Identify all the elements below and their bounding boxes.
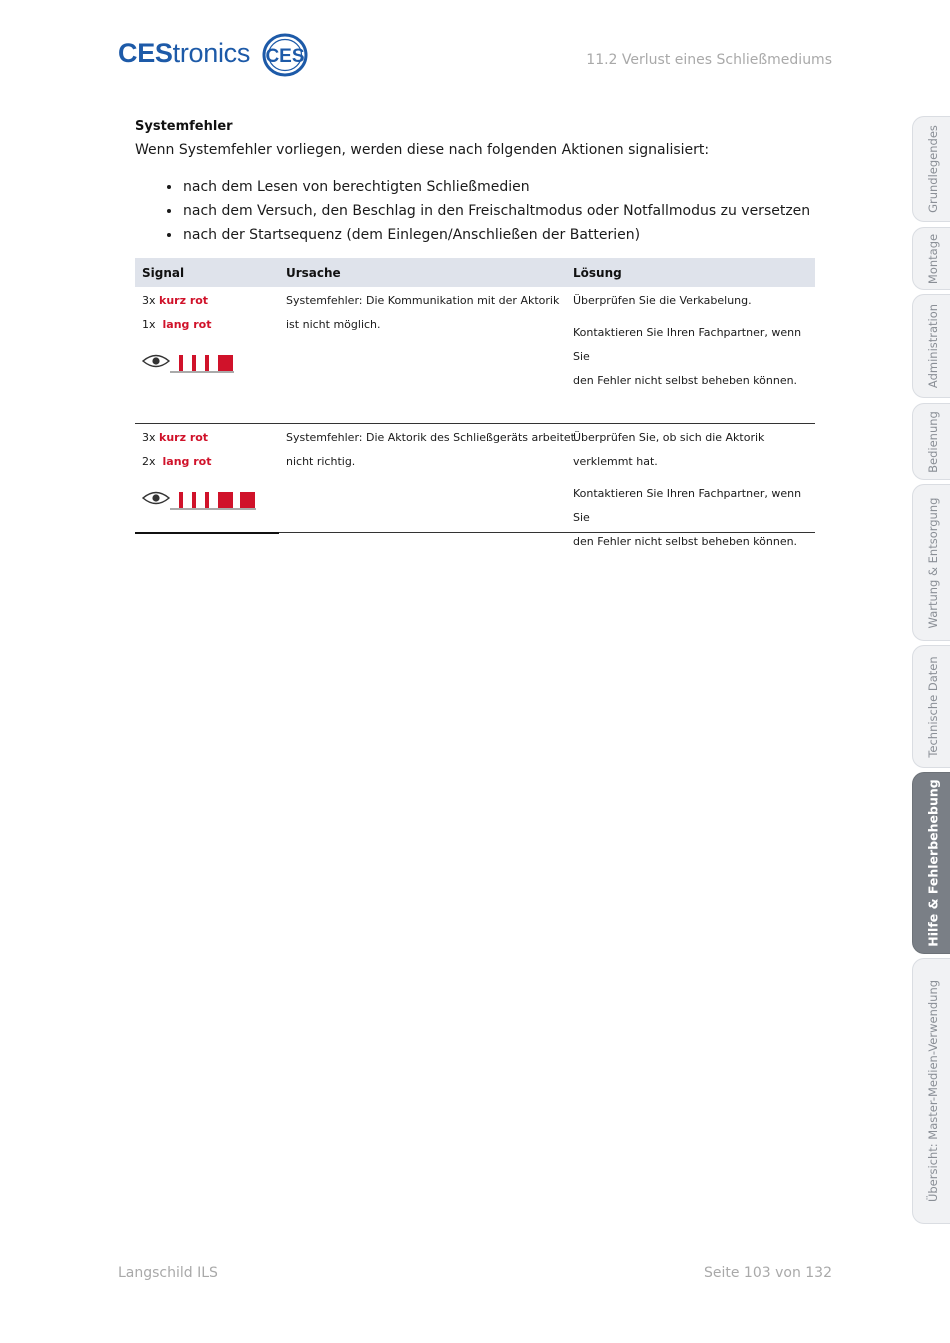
blink-pattern-icon <box>142 487 262 515</box>
table-row <box>135 424 815 548</box>
svg-text:CES: CES <box>265 46 305 67</box>
intro-text: Wenn Systemfehler vorliegen, werden diese nach folgenden Aktionen signalisiert: <box>135 142 710 158</box>
signal-cell: 3x kurz rot 1x lang rot <box>142 294 212 331</box>
signal-cell: 3x kurz rot 2x lang rot <box>142 431 212 468</box>
error-table <box>135 258 815 548</box>
table-row <box>135 287 815 423</box>
tab-technische-daten[interactable]: Technische Daten <box>912 645 950 768</box>
footer-page-number: Seite 103 von 132 <box>703 1265 832 1281</box>
cause-cell: Systemfehler: Die Kommunikation mit der Aktorik ist nicht möglich. <box>286 294 560 331</box>
solution-contact: Kontaktieren Sie Ihren Fachpartner, wenn Sie den Fehler nicht selbst beheben können. <box>573 326 802 387</box>
list-item: nach dem Versuch, den Beschlag in den Freischaltmodus oder Notfallmodus zu versetzen <box>165 202 810 226</box>
logo-wordmark: CEStronics <box>118 38 251 68</box>
footer-product: Langschild ILS <box>118 1265 218 1281</box>
tab-bedienung[interactable]: Bedienung <box>912 403 950 480</box>
blink-pattern-icon <box>142 350 242 378</box>
tab-wartung-entsorgung[interactable]: Wartung & Entsorgung <box>912 484 950 641</box>
tab-master-medien-verwendung[interactable]: Übersicht: Master-Medien-Verwendung <box>912 958 950 1224</box>
column-header-cause: Ursache <box>286 266 341 280</box>
list-item: nach der Startsequenz (dem Einlegen/Anschließen der Batterien) <box>165 226 810 250</box>
tab-administration[interactable]: Administration <box>912 294 950 398</box>
column-header-solution: Lösung <box>573 266 622 280</box>
solution-contact: Kontaktieren Sie Ihren Fachpartner, wenn Sie den Fehler nicht selbst beheben können. <box>573 487 802 548</box>
solution-check: Überprüfen Sie die Verkabelung. <box>573 294 752 307</box>
cause-cell: Systemfehler: Die Aktorik des Schließgeräts arbeitet nicht richtig. <box>286 431 575 468</box>
bullet-list <box>165 178 810 250</box>
solution-check: Überprüfen Sie, ob sich die Aktorik verklemmt hat. <box>573 431 765 468</box>
list-item: nach dem Lesen von berechtigten Schließmedien <box>165 178 810 202</box>
page-title: Systemfehler <box>135 119 233 134</box>
tab-montage[interactable]: Montage <box>912 227 950 290</box>
ces-emblem-icon <box>261 32 309 78</box>
table-bottom-rule <box>135 532 815 534</box>
tab-hilfe-fehlerbehebung[interactable]: Hilfe & Fehlerbehebung <box>912 772 950 954</box>
tab-grundlegendes[interactable]: Grundlegendes <box>912 116 950 222</box>
cestronics-logo <box>118 32 318 80</box>
section-heading: 11.2 Verlust eines Schließmediums <box>586 52 832 68</box>
column-header-signal: Signal <box>142 266 185 280</box>
table-header <box>135 258 815 287</box>
